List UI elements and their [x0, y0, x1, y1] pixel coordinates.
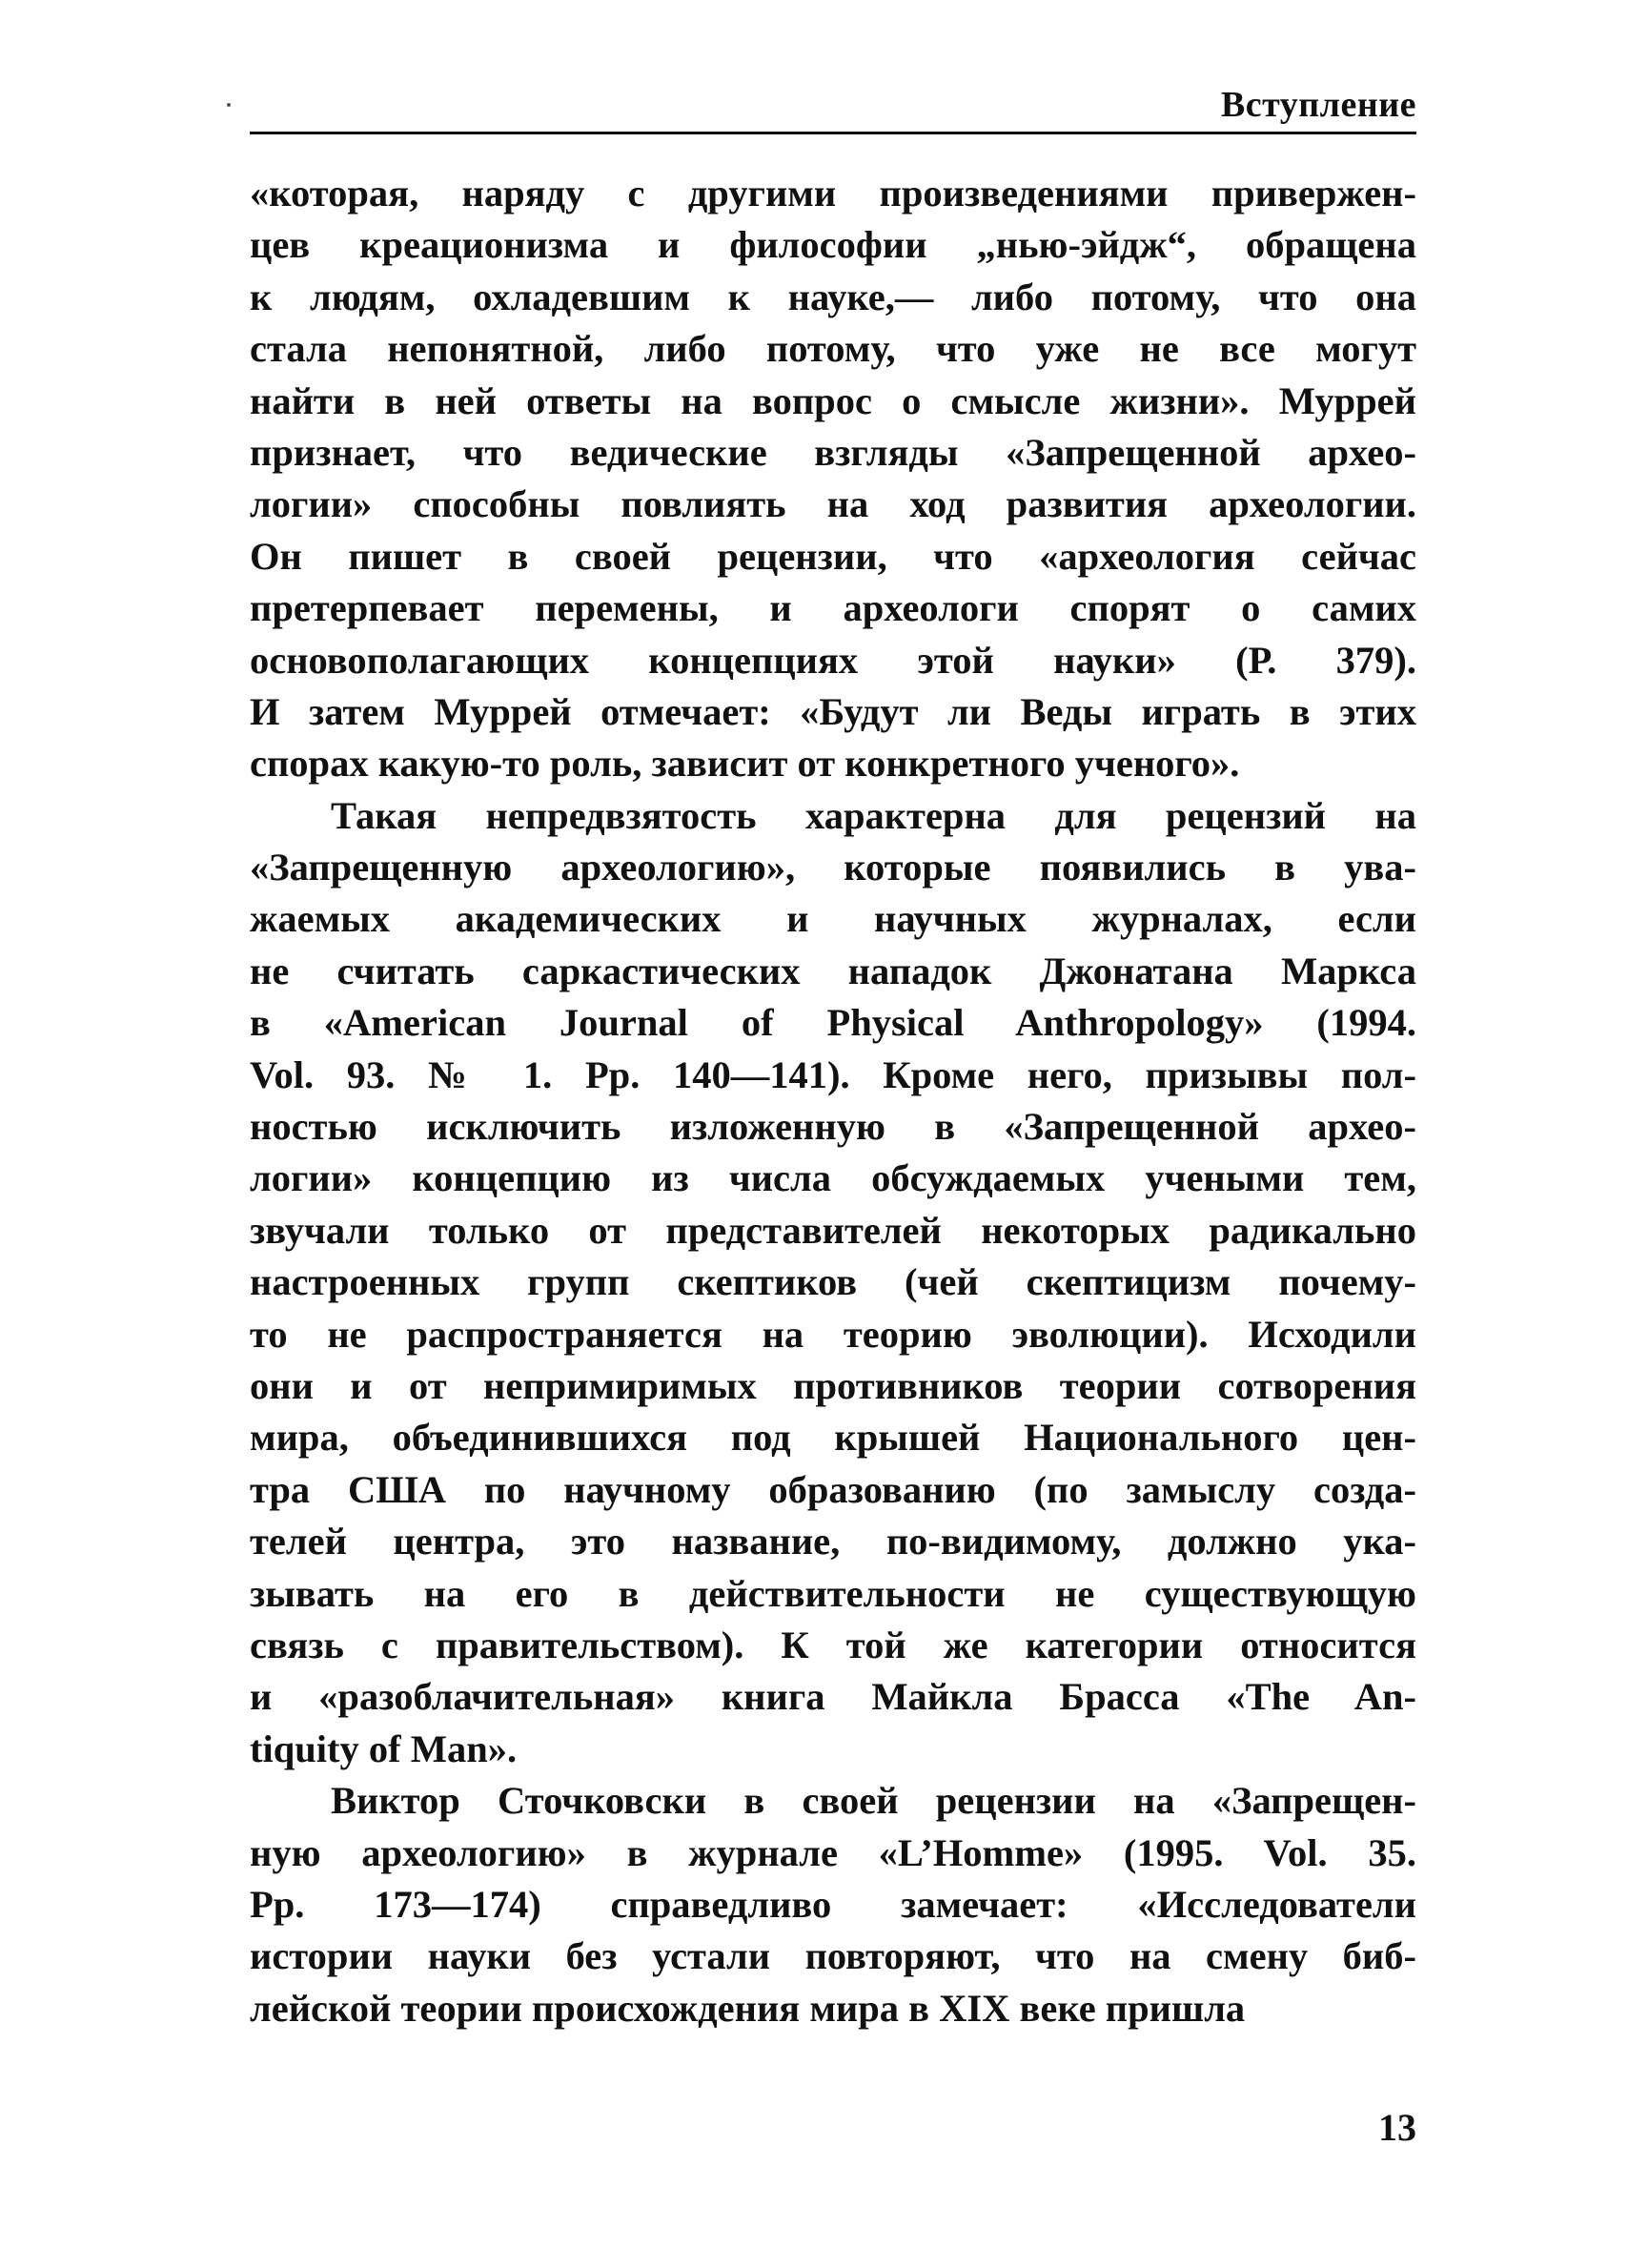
- text-line: звучали только от представителей некоторых радикально: [250, 1208, 1416, 1252]
- body-text: [250, 168, 1416, 2034]
- text-line: мира, объединившихся под крышей Национального цен-: [250, 1416, 1416, 1460]
- text-line: ностью исключить изложенную в «Запрещенной архео-: [250, 1105, 1416, 1149]
- text-line: в «American Journal of Physical Anthropology» (1994.: [250, 1001, 1416, 1045]
- paragraph: [250, 1775, 1416, 2034]
- running-head: [250, 78, 1416, 134]
- text-line: связь с правительством). К той же категории относится: [250, 1623, 1416, 1666]
- text-line: Виктор Сточковски в своей рецензии на «Запрещен-: [331, 1779, 1416, 1823]
- text-line: истории науки без устали повторяют, что на смену биб-: [250, 1934, 1416, 1978]
- text-line: логии» способны повлиять на ход развития археологии.: [250, 482, 1416, 526]
- text-line: Такая непредвзятость характерна для рецензий на: [331, 793, 1416, 837]
- text-line: логии» концепцию из числа обсуждаемых учеными тем,: [250, 1156, 1416, 1200]
- text-line: зывать на его в действительности не существующую: [250, 1571, 1416, 1615]
- text-line: не считать саркастических нападок Джонатана Маркса: [250, 949, 1416, 992]
- text-line: Pp. 173—174) справедливо замечает: «Исследователи: [250, 1882, 1416, 1926]
- paragraph: [250, 168, 1416, 790]
- text-line: основополагающих концепциях этой науки» (Р. 379).: [250, 638, 1416, 682]
- text-line: «которая, наряду с другими произведениями привержен-: [250, 172, 1416, 215]
- text-line: то не распространяется на теорию эволюции). Исходили: [250, 1312, 1416, 1356]
- text-line: к людям, охладевшим к науке,— либо потому, что она: [250, 275, 1416, 318]
- text-line: И затем Муррей отмечает: «Будут ли Веды играть в этих: [250, 689, 1416, 733]
- text-line: стала непонятной, либо потому, что уже не все могут: [250, 327, 1416, 371]
- text-line: «Запрещенную археологию», которые появились в ува-: [250, 846, 1416, 889]
- text-line: телей центра, это название, по-видимому, должно ука-: [250, 1520, 1416, 1563]
- text-line: настроенных групп скептиков (чей скептицизм почему-: [250, 1260, 1416, 1304]
- text-line: найти в ней ответы на вопрос о смысле жизни». Муррей: [250, 378, 1416, 422]
- text-line: Он пишет в своей рецензии, что «археология сейчас: [250, 534, 1416, 578]
- text-line: лейской теории происхождения мира в XIX веке пришла: [250, 1986, 1246, 2030]
- text-line: ную археологию» в журнале «L’Homme» (1995. Vol. 35.: [250, 1830, 1416, 1874]
- paragraph: [250, 790, 1416, 1775]
- text-line: тра США по научному образованию (по замыслу созда-: [250, 1467, 1416, 1511]
- text-line: цев креационизма и философии „нью-эйдж“, обращена: [250, 223, 1416, 267]
- page-number: 13: [1378, 2106, 1416, 2149]
- text-line: спорах какую-то роль, зависит от конкретного ученого».: [250, 742, 1240, 786]
- scan-speck: [227, 103, 231, 107]
- text-line: признает, что ведические взгляды «Запрещенной архео-: [250, 430, 1416, 474]
- text-line: и «разоблачительная» книга Майкла Брасса «The An-: [250, 1675, 1416, 1719]
- text-line: tiquity of Man».: [250, 1727, 518, 1770]
- text-line: Vol. 93. № 1. Pp. 140—141). Кроме него, призывы пол-: [250, 1052, 1416, 1096]
- text-line: претерпевает перемены, и археологи спорят о самих: [250, 586, 1416, 630]
- text-line: жаемых академических и научных журналах, если: [250, 897, 1416, 941]
- running-head-title: Вступление: [1220, 85, 1416, 125]
- text-line: они и от непримиримых противников теории сотворения: [250, 1363, 1416, 1407]
